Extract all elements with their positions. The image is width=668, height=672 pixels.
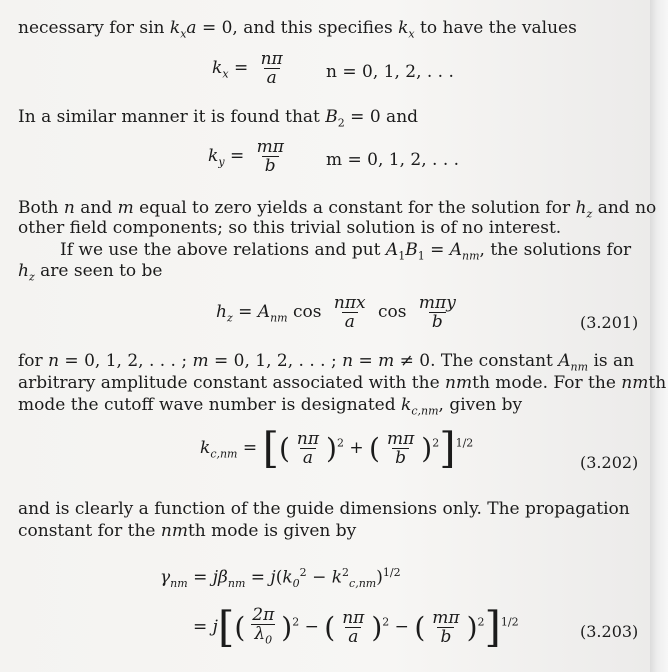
kc-equation: $k_{c,nm}$ = [( $\frac{n\pi}{a}$ )$^2$ + ( $\frac{m\pi}{b}$ )$^2$]$^{1/2}$ [200,423,474,473]
text-line-7: for n = 0, 1, 2, . . . ; m = 0, 1, 2, . . . ; n = m ≠ 0. The constant $A_{nm}$ is an [18,351,635,374]
kx-condition: n = 0, 1, 2, . . . [326,62,454,82]
text-line-5: If we use the above relations and put $A_1B_1 = A_{nm}$, the solutions for [60,240,632,263]
text-line-3: Both n and m equal to zero yields a constant for the solution for $h_z$ and no [18,198,657,221]
text-line-9: mode the cutoff wave number is designated $k_{c,nm}$, given by [18,395,523,418]
text-line-4: other field components; so this trivial solution is of no interest. [18,218,562,238]
equation-number-202: (3.202) [580,453,639,472]
gamma-equation: $\gamma_{nm} = j\beta_{nm} = j(k_0^2 - k^2_{c,nm})^{1/2}$ [160,566,401,591]
text-line-1: necessary for $\sin k_xa = 0$, and this specifies $k_x$ to have the values [18,18,577,41]
text-line-11: constant for the nmth mode is given by [18,521,357,541]
gamma-expanded-equation: = j[( $\frac{2\pi}{\lambda_0}$ )$^2$ − ( $\frac{n\pi}{a}$ )$^2$ − ( $\frac{m\pi}{b}$ )$^2$]$^{1/2}$ [193,602,519,652]
text-line-10: and is clearly a function of the guide dimensions only. The propagation [18,499,630,519]
text-line-2: In a similar manner it is found that $B_2 = 0$ and [18,107,419,130]
text-line-6: $h_z$ are seen to be [18,261,163,284]
hz-equation: $h_z = A_{nm}$ cos $\frac{\text{nπx}}{a}$ cos $\frac{\text{mπy}}{b}$ [216,293,456,332]
equation-number-201: (3.201) [580,313,639,332]
equation-number-203: (3.203) [580,622,639,641]
ky-condition: m = 0, 1, 2, . . . [326,150,460,170]
text-line-8: arbitrary amplitude constant associated with the nmth mode. For the nmth [18,373,667,393]
ky-equation: $k_y$ = $\frac{m\pi}{b}$ [208,137,284,176]
page-edge-shadow [650,0,668,672]
kx-equation: $k_x$ = $\frac{n\pi}{a}$ [212,49,283,88]
